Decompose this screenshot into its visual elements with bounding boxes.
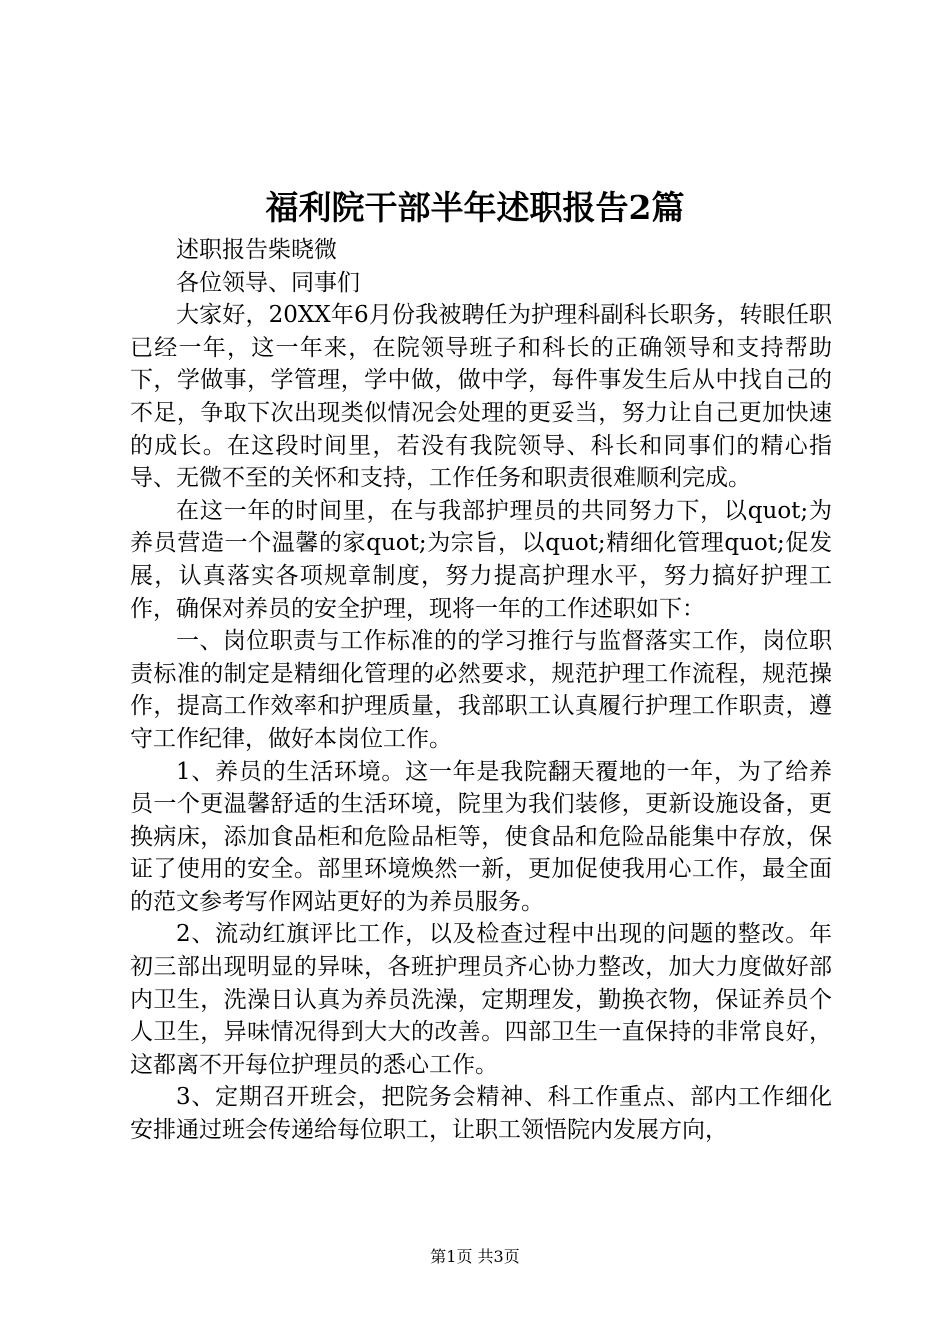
paragraph-subtitle: 述职报告柴晓微: [176, 237, 337, 263]
paragraph-item-1: 1、养员的生活环境。这一年是我院翻天覆地的一年，为了给养员一个更温馨舒适的生活环境，院里为我们装修，更新设施设备，更换病床，添加食品柜和危险品柜等，使食品和危险品能集中存放，保证了使用的安全。部里环境焕然一新，更加促使我用心工作，最全面的范文参考写作网站更好的为养员服务。: [130, 758, 832, 915]
document-title: 福利院干部半年述职报告2篇: [265, 188, 685, 227]
paragraph-intro: 大家好，20XX年6月份我被聘任为护理科副科长职务，转眼任职已经一年，这一年来，在院领导班子和科长的正确领导和支持帮助下，学做事，学管理，学中做，做中学，每件事发生后从中找自己的不足，争取下次出现类似情况会处理的更妥当，努力让自己更加快速的成长。在这段时间里，若没有我院领导、科长和同事们的精心指导、无微不至的关怀和支持，工作任务和职责很难顺利完成。: [130, 302, 832, 492]
paragraph-overview: 在这一年的时间里，在与我部护理员的共同努力下，以quot;为养员营造一个温馨的家quot;为宗旨，以quot;精细化管理quot;促发展，认真落实各项规章制度，努力提高护理水平，努力搞好护理工作，确保对养员的安全护理，现将一年的工作述职如下：: [130, 497, 832, 622]
paragraph-salutation: 各位领导、同事们: [176, 269, 360, 296]
document-body: [130, 234, 832, 1146]
page-indicator: 第1页 共3页: [430, 1247, 520, 1266]
paragraph-item-3: 3、定期召开班会，把院务会精神、科工作重点、部内工作细化安排通过班会传递给每位职工，让职工领悟院内发展方向，: [130, 1084, 832, 1144]
paragraph-section-1: 一、岗位职责与工作标准的的学习推行与监督落实工作，岗位职责标准的制定是精细化管理的必然要求，规范护理工作流程，规范操作，提高工作效率和护理质量，我部职工认真履行护理工作职责，遵守工作纪律，做好本岗位工作。: [130, 628, 832, 752]
paragraph-item-2: 2、流动红旗评比工作，以及检查过程中出现的问题的整改。年初三部出现明显的异味，各班护理员齐心协力整改，加大力度做好部内卫生，洗澡日认真为养员洗澡，定期理发，勤换衣物，保证养员个人卫生，异味情况得到大大的改善。四部卫生一直保持的非常良好，这都离不开每位护理员的悉心工作。: [130, 921, 832, 1078]
